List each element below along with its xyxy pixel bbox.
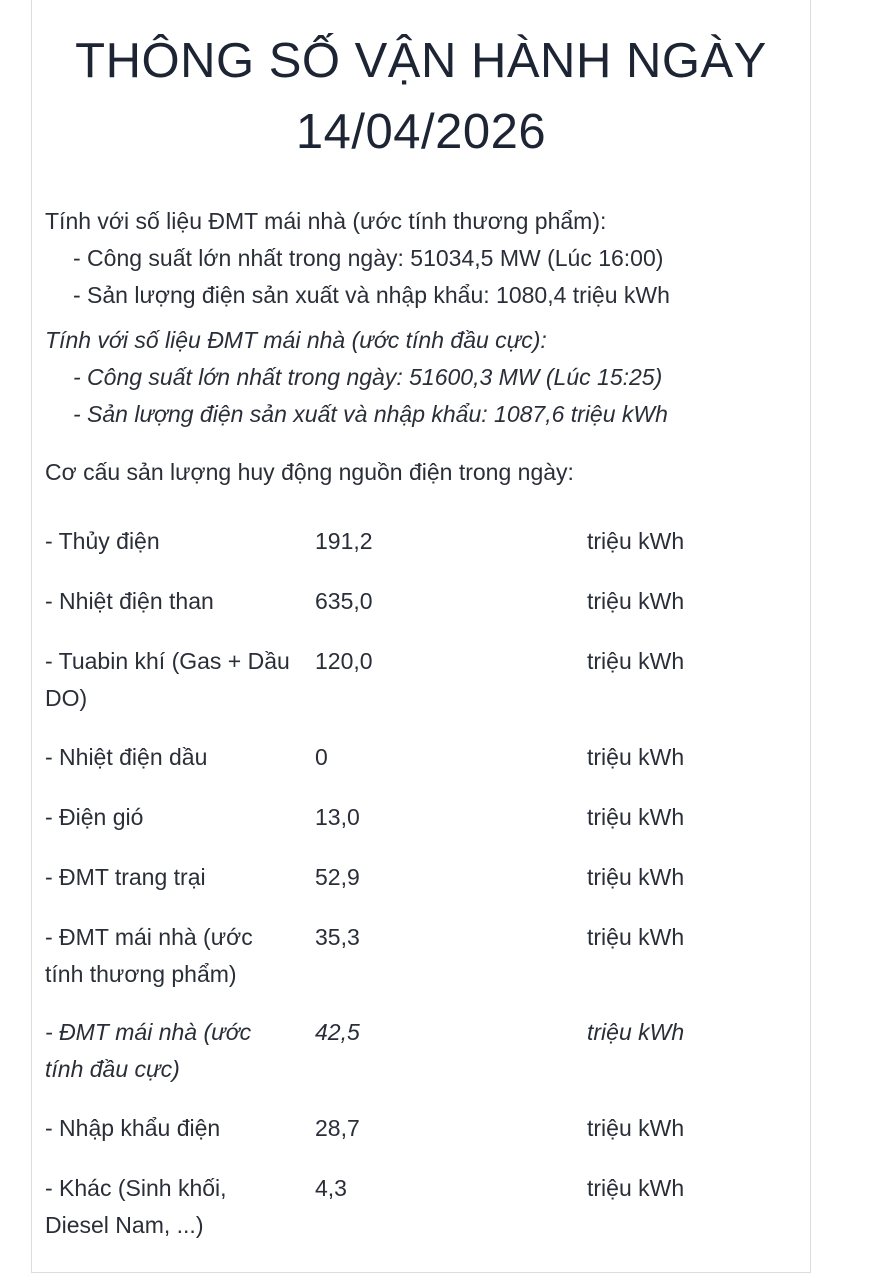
commercial-section (45, 203, 670, 314)
source-name: - ĐMT trang trại (45, 864, 206, 890)
source-value: 120,0 (315, 648, 373, 674)
source-value: 35,3 (315, 924, 360, 950)
source-unit: triệu kWh (587, 1115, 685, 1141)
title-date: 14/04/2026 (295, 105, 547, 159)
source-value: 4,3 (315, 1175, 347, 1201)
commercial-total-output: - Sản lượng điện sản xuất và nhập khẩu: 1080,4 triệu kWh (73, 282, 670, 308)
source-unit: triệu kWh (587, 924, 685, 950)
source-unit: triệu kWh (587, 804, 685, 830)
terminal-peak-capacity: - Công suất lớn nhất trong ngày: 51600,3 MW (Lúc 15:25) (73, 364, 663, 390)
source-name: - ĐMT mái nhà (ước tính đầu cực) (45, 1019, 252, 1082)
source-name: - ĐMT mái nhà (ước tính thương phẩm) (45, 924, 253, 987)
source-value: 42,5 (315, 1019, 360, 1045)
source-value: 191,2 (315, 528, 373, 554)
source-value: 0 (315, 744, 328, 770)
source-value: 635,0 (315, 588, 373, 614)
commercial-peak-capacity: - Công suất lớn nhất trong ngày: 51034,5 MW (Lúc 16:00) (73, 245, 664, 271)
terminal-heading: Tính với số liệu ĐMT mái nhà (ước tính đầu cực): (45, 327, 547, 353)
source-name: - Khác (Sinh khối, Diesel Nam, ...) (45, 1175, 227, 1238)
source-unit: triệu kWh (587, 528, 685, 554)
terminal-total-output: - Sản lượng điện sản xuất và nhập khẩu: 1087,6 triệu kWh (73, 401, 668, 427)
source-unit: triệu kWh (587, 744, 685, 770)
source-value: 28,7 (315, 1115, 360, 1141)
source-unit: triệu kWh (587, 864, 685, 890)
page-title (31, 26, 811, 168)
source-unit: triệu kWh (587, 648, 685, 674)
source-unit: triệu kWh (587, 1175, 685, 1201)
source-unit: triệu kWh (587, 1019, 685, 1045)
terminal-section (45, 322, 668, 433)
source-name: - Tuabin khí (Gas + Dầu DO) (45, 648, 290, 711)
source-name: - Thủy điện (45, 528, 160, 554)
source-name: - Điện gió (45, 804, 144, 830)
source-name: - Nhập khẩu điện (45, 1115, 221, 1141)
title-line-1: THÔNG SỐ VẬN HÀNH NGÀY (75, 34, 767, 88)
source-value: 52,9 (315, 864, 360, 890)
source-name: - Nhiệt điện dầu (45, 744, 208, 770)
source-name: - Nhiệt điện than (45, 588, 214, 614)
source-value: 13,0 (315, 804, 360, 830)
structure-heading: Cơ cấu sản lượng huy động nguồn điện trong ngày: (45, 459, 574, 485)
source-unit: triệu kWh (587, 588, 685, 614)
commercial-heading: Tính với số liệu ĐMT mái nhà (ước tính thương phẩm): (45, 208, 607, 234)
